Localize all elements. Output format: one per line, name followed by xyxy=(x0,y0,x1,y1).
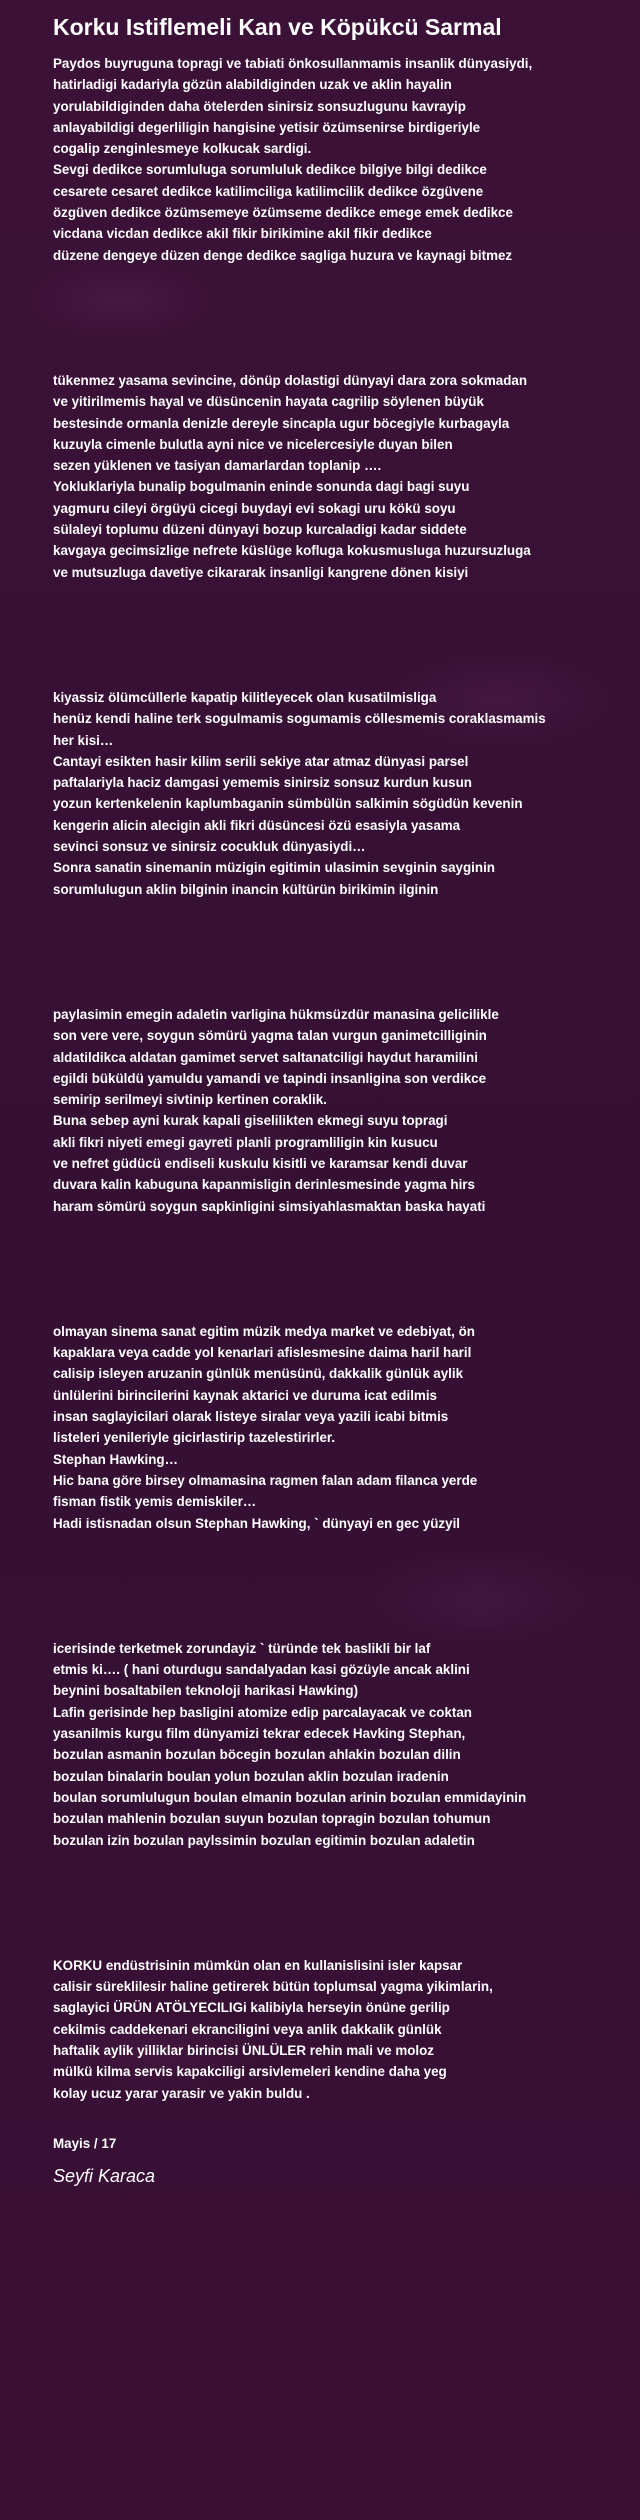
poem-line: Sevgi dedikce sorumluluga sorumluluk dedikce bilgiye bilgi dedikce xyxy=(53,162,487,178)
poem-line: bozulan izin bozulan paylssimin bozulan egitimin bozulan adaletin xyxy=(53,1832,475,1848)
stanza-5 xyxy=(53,1321,633,1534)
poem-line: boulan sorumlulugun boulan elmanin bozulan arinin bozulan emmidayinin xyxy=(53,1789,527,1805)
stanza-1 xyxy=(53,53,633,266)
poem-page xyxy=(53,12,633,2188)
poem-line: ve yitirilmemis hayal ve düsüncenin hayata cagrilip söylenen büyük xyxy=(53,394,484,410)
poem-line: tükenmez yasama sevincine, dönüp dolastigi dünyayi dara zora sokmadan xyxy=(53,372,528,388)
poem-line: hatirladigi kadariyla gözün alabildiginden uzak ve aklin hayalin xyxy=(53,77,452,93)
poem-line: listeleri yenileriyle gicirlastirip tazelestirirler. xyxy=(53,1430,336,1446)
poem-line: düzene dengeye düzen denge dedikce sagliga huzura ve kaynagi bitmez xyxy=(53,247,513,263)
poem-line: kapaklara veya cadde yol kenarlari afislesmesine daima haril haril xyxy=(53,1345,472,1361)
poem-line: ünlülerini birincilerini kaynak aktarici ve duruma icat edilmis xyxy=(53,1387,438,1403)
stanza-4 xyxy=(53,1004,633,1217)
poem-line: kolay ucuz yarar yarasir ve yakin buldu . xyxy=(53,2085,310,2101)
poem-line: akli fikri niyeti emegi gayreti planli programliligin kin kusucu xyxy=(53,1134,438,1150)
poem-line: bestesinde ormanla denizle dereyle sincapla ugur böcegiyle kurbagayla xyxy=(53,415,510,431)
poem-line: yasanilmis kurgu film dünyamizi tekrar edecek Havking Stephan, xyxy=(53,1726,466,1742)
poem-line: kavgaya gecimsizlige nefrete küslüge kofluga kokusmusluga huzursuzluga xyxy=(53,543,531,559)
poem-line: saglayici ÜRÜN ATÖLYECILIGi kalibiyla herseyin önüne gerilip xyxy=(53,2000,450,2016)
poem-line: duvara kalin kabuguna kapanmisligin derinlesmesinde yagma hirs xyxy=(53,1177,475,1193)
poem-line: fisman fistik yemis demiskiler… xyxy=(53,1494,257,1510)
poem-line: paylasimin emegin adaletin varligina hükmsüzdür manasina gelicilikle xyxy=(53,1006,499,1022)
poem-line: Hadi istisnadan olsun Stephan Hawking, ` dünyayi en gec yüzyil xyxy=(53,1515,461,1531)
stanza-gap xyxy=(53,266,633,370)
poem-date: Mayis / 17 xyxy=(53,2135,117,2151)
poem-line: Cantayi esikten hasir kilim serili sekiye atar atmaz dünyasi parsel xyxy=(53,753,469,769)
poem-line: cesarete cesaret dedikce katilimciliga katilimcilik dedikce özgüvene xyxy=(53,183,484,199)
poem-title: Korku Istiflemeli Kan ve Köpükcü Sarmal xyxy=(53,14,502,40)
stanza-7 xyxy=(53,1955,633,2104)
stanza-gap xyxy=(53,583,633,687)
poem-line: Stephan Hawking… xyxy=(53,1451,178,1467)
poem-line: mülkü kilma servis kapakciligi arsivlemeleri kendine daha yeg xyxy=(53,2064,447,2080)
poem-line: yorulabildiginden daha ötelerden sinirsiz sonsuzlugunu kavrayip xyxy=(53,98,466,114)
poem-line: kiyassiz ölümcüllerle kapatip kilitleyecek olan kusatilmisliga xyxy=(53,689,437,705)
poem-line: her kisi… xyxy=(53,732,114,748)
poem-line: henüz kendi haline terk sogulmamis sogumamis cöllesmemis coraklasmamis xyxy=(53,711,546,727)
stanza-6 xyxy=(53,1638,633,1851)
poem-line: paftalariyla haciz damgasi yememis sinirsiz sonsuz kurdun kusun xyxy=(53,775,472,791)
poem-line: Yokluklariyla bunalip bogulmanin eninde sonunda dagi bagi suyu xyxy=(53,479,470,495)
poem-line: sorumlulugun aklin bilginin inancin kültürün birikimin ilginin xyxy=(53,881,439,897)
stanza-3 xyxy=(53,687,633,900)
poem-line: ve mutsuzluga davetiye cikararak insanligi kangrene dönen kisiyi xyxy=(53,564,469,580)
stanza-gap xyxy=(53,1534,633,1638)
poem-line: beynini bosaltabilen teknoloji harikasi Hawking) xyxy=(53,1683,359,1699)
poem-line: cogalip zenginlesmeye kolkucak sardigi. xyxy=(53,141,312,157)
poem-author: Seyfi Karaca xyxy=(53,2165,156,2186)
poem-line: haftalik aylik yilliklar birincisi ÜNLÜLER rehin mali ve moloz xyxy=(53,2043,435,2058)
poem-line: semirip serilmeyi sivtinip kertinen coraklik. xyxy=(53,1092,327,1108)
poem-line: anlayabildigi degerliligin hangisine yetisir özümsenirse birdigeriyle xyxy=(53,119,481,135)
poem-line: bozulan asmanin bozulan böcegin bozulan ahlakin bozulan dilin xyxy=(53,1747,461,1763)
poem-line: olmayan sinema sanat egitim müzik medya market ve edebiyat, ön xyxy=(53,1323,475,1339)
stanza-gap xyxy=(53,1217,633,1321)
stanza-gap xyxy=(53,900,633,1004)
poem-line: sülaleyi toplumu düzeni dünyayi bozup kurcaladigi kadar siddete xyxy=(53,522,467,538)
poem-line: Hic bana göre birsey olmamasina ragmen falan adam filanca yerde xyxy=(53,1472,478,1488)
poem-line: vicdana vicdan dedikce akil fikir birikimine akil fikir dedikce xyxy=(53,226,432,242)
poem-line: kengerin alicin alecigin akli fikri düsüncesi özü esasiyla yasama xyxy=(53,817,461,833)
poem-line: kuzuyla cimenle bulutla ayni nice ve nicelercesiyle duyan bilen xyxy=(53,436,453,452)
poem-line: özgüven dedikce özümsemeye özümseme dedikce emege emek dedikce xyxy=(53,205,513,221)
poem-line: calisip isleyen aruzanin günlük menüsünü, dakkalik günlük aylik xyxy=(53,1366,464,1382)
poem-line: yozun kertenkelenin kaplumbaganin sümbülün salkimin sögüdün kevenin xyxy=(53,796,523,812)
poem-line: bozulan binalarin boulan yolun bozulan aklin bozulan iradenin xyxy=(53,1768,449,1784)
poem-line: ve nefret güdücü endiseli kuskulu kisitli ve karamsar kendi duvar xyxy=(53,1155,468,1171)
poem-line: Paydos buyruguna topragi ve tabiati önkosullanmamis insanlik dünyasiydi, xyxy=(53,56,533,71)
poem-line: egildi büküldü yamuldu yamandi ve tapindi insanligina son verdikce xyxy=(53,1070,487,1086)
stanza-2 xyxy=(53,370,633,583)
poem-line: son vere vere, soygun sömürü yagma talan vurgun ganimetcilliginin xyxy=(53,1028,487,1044)
poem-line: calisir süreklilesir haline getirerek bütün toplumsal yagma yikimlarin, xyxy=(53,1979,493,1995)
poem-line: Buna sebep ayni kurak kapali giselilikten ekmegi suyu topragi xyxy=(53,1113,448,1129)
poem-line: KORKU endüstrisinin mümkün olan en kullanislisini isler kapsar xyxy=(53,1957,463,1973)
poem-line: icerisinde terketmek zorundayiz ` türünde tek baslikli bir laf xyxy=(53,1640,431,1656)
poem-line: etmis ki…. ( hani oturdugu sandalyadan kasi gözüyle ancak aklini xyxy=(53,1662,470,1678)
poem-line: Lafin gerisinde hep basligini atomize edip parcalayacak ve coktan xyxy=(53,1704,472,1720)
poem-line: yagmuru cileyi örgüyü cicegi buydayi evi sokagi uru kökü soyu xyxy=(53,500,456,516)
poem-line: insan saglayicilari olarak listeye siralar veya yazili icabi bitmis xyxy=(53,1409,449,1425)
poem-line: cekilmis caddekenari ekranciligini veya anlik dakkalik günlük xyxy=(53,2021,442,2037)
poem-line: haram sömürü soygun sapkinligini simsiyahlasmaktan baska hayati xyxy=(53,1198,486,1214)
poem-line: Sonra sanatin sinemanin müzigin egitimin ulasimin sevginin sayginin xyxy=(53,860,495,876)
poem-line: bozulan mahlenin bozulan suyun bozulan topragin bozulan tohumun xyxy=(53,1811,491,1827)
poem-line: sezen yüklenen ve tasiyan damarlardan toplanip …. xyxy=(53,458,382,474)
poem-line: aldatildikca aldatan gamimet servet saltanatciligi haydut haramilini xyxy=(53,1049,478,1065)
stanza-gap xyxy=(53,1851,633,1955)
poem-line: sevinci sonsuz ve sinirsiz cocukluk dünyasiydi… xyxy=(53,839,366,855)
